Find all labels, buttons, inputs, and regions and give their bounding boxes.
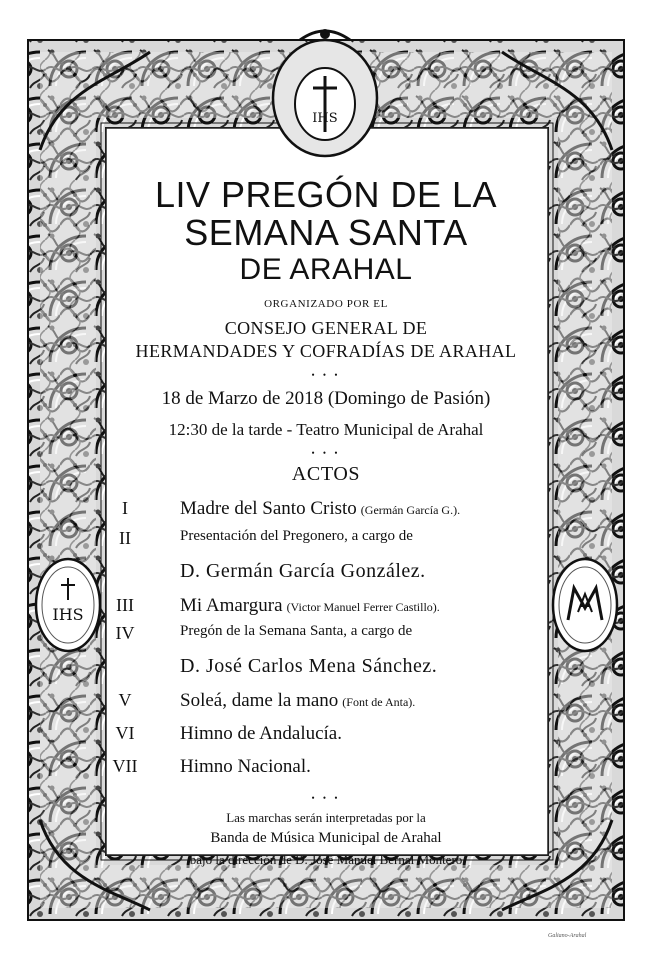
- event-time: 12:30 de la tarde - Teatro Municipal de Arahal: [168, 420, 484, 439]
- acto-number: V: [118, 690, 132, 710]
- svg-text:IHS: IHS: [52, 605, 84, 624]
- acto-composer: (Germán García G.).: [360, 503, 461, 517]
- acto-text: [180, 595, 440, 617]
- acto-title: Himno de Andalucía.: [180, 723, 342, 744]
- title-line-2: SEMANA SANTA: [184, 212, 468, 253]
- artist-signature: Galiano-Arahal: [548, 933, 587, 939]
- footer-line-3: bajo la dirección de D. José Manuel Bernal Montero: [189, 852, 463, 867]
- ihs-monogram-icon: [36, 559, 100, 651]
- separator: • • •: [311, 370, 341, 380]
- separator: • • •: [311, 793, 341, 803]
- acto-composer: (Font de Anta).: [342, 695, 416, 709]
- svg-text:IHS: IHS: [312, 111, 338, 126]
- acto-person: D. José Carlos Mena Sánchez.: [180, 655, 438, 677]
- marian-monogram-icon: [553, 559, 617, 651]
- acto-title: Pregón de la Semana Santa, a cargo de: [180, 623, 413, 639]
- acto-title: Soleá, dame la mano: [180, 690, 339, 711]
- organizer-line-2: HERMANDADES Y COFRADÍAS DE ARAHAL: [135, 341, 517, 361]
- acto-composer: (Victor Manuel Ferrer Castillo).: [286, 600, 440, 614]
- acto-number: I: [122, 498, 128, 518]
- acto-number: II: [119, 528, 131, 548]
- acto-title: Himno Nacional.: [180, 756, 311, 777]
- acto-number: III: [116, 595, 134, 615]
- acto-number: VII: [112, 756, 138, 776]
- organizer-intro: ORGANIZADO POR EL: [264, 298, 388, 310]
- organizer-line-1: CONSEJO GENERAL DE: [224, 318, 428, 338]
- footer-line-2: Banda de Música Municipal de Arahal: [210, 830, 442, 846]
- acto-number: VI: [115, 723, 135, 743]
- acto-title: Presentación del Pregonero, a cargo de: [180, 528, 413, 544]
- title-line-1: LIV PREGÓN DE LA: [154, 174, 498, 215]
- acto-text: [180, 498, 460, 520]
- footer-line-1: Las marchas serán interpretadas por la: [226, 810, 426, 825]
- acto-title: Mi Amargura: [180, 595, 283, 616]
- title-line-3: DE ARAHAL: [239, 253, 413, 286]
- acto-number: IV: [115, 623, 135, 643]
- acto-text: [180, 690, 415, 712]
- acto-title: Madre del Santo Cristo: [180, 498, 357, 519]
- event-date: 18 de Marzo de 2018 (Domingo de Pasión): [161, 388, 491, 409]
- separator: • • •: [311, 448, 341, 458]
- actos-heading: ACTOS: [291, 463, 361, 485]
- acto-person: D. Germán García González.: [180, 560, 426, 582]
